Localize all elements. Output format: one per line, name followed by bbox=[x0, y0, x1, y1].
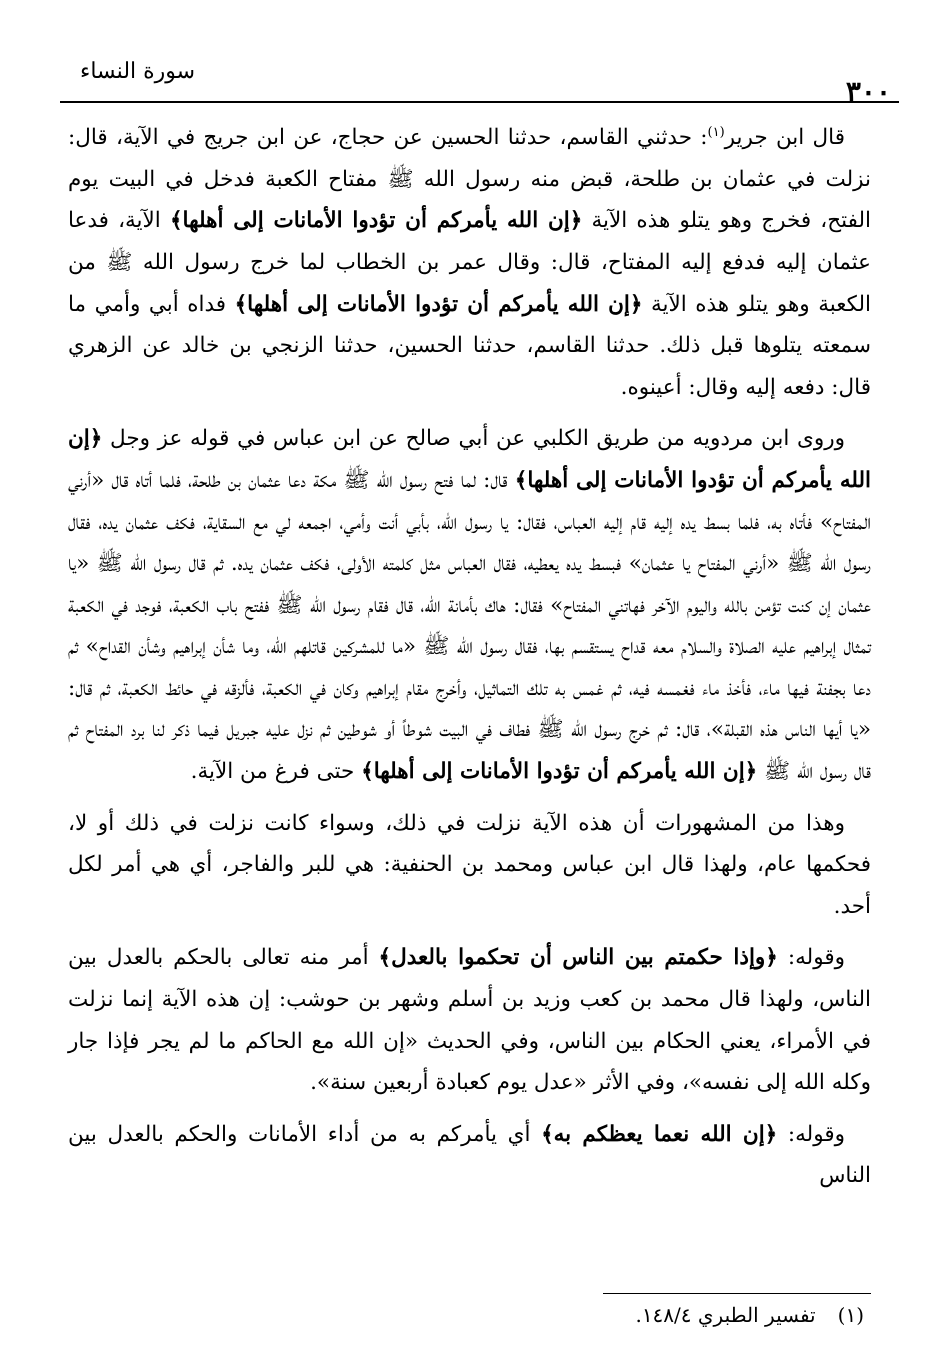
quran-verse: ﴿إن الله يأمركم أن تؤدوا الأمانات إلى أهلها﴾ bbox=[68, 426, 871, 493]
footnote bbox=[635, 1303, 864, 1327]
paragraph bbox=[68, 937, 871, 1103]
text-run: أي يأمركم به من أداء الأمانات والحكم بالعدل بين الناس bbox=[68, 1121, 871, 1189]
text-run: وهذا من المشهورات أن هذه الآية نزلت في ذلك، وسواء كانت نزلت في ذلك أو لا، فحكمها عام، ولهذا قال ابن عباس ومحمد بن الحنفية: هي للبر والفاجر، أي هي أمر لكل أحد. bbox=[68, 810, 871, 919]
text-run: الآية، فدعا عثمان إليه فدفع إليه المفتاح، قال: وقال عمر بن الخطاب لما خرج رسول الله ﷺ من الكعبة وهو يتلو هذه الآية bbox=[68, 208, 871, 317]
page-header bbox=[60, 55, 899, 108]
text-run: : حدثني القاسم، حدثنا الحسين عن حجاج، عن ابن جريج في الآية، قال: نزلت في عثمان بن طلحة، قبض منه رسول الله ﷺ مفتاح الكعبة فدخل في البيت يوم الفتح، فخرج وهو يتلو هذه الآية bbox=[68, 125, 872, 234]
quran-verse: ﴿إن الله يأمركم أن تؤدوا الأمانات إلى أهلها﴾ bbox=[234, 291, 643, 317]
footnote-number: (١) bbox=[837, 1303, 864, 1327]
quran-verse: ﴿إن الله يأمركم أن تؤدوا الأمانات إلى أهلها﴾ bbox=[361, 759, 758, 785]
running-title: سورة النساء bbox=[80, 59, 196, 84]
paragraph bbox=[68, 803, 871, 928]
paragraph bbox=[68, 112, 871, 408]
text-run: وقوله: bbox=[777, 1121, 845, 1147]
paragraph bbox=[68, 418, 871, 792]
text-run: قال: لما فتح رسول الله ﷺ مكة دعا عثمان بن طلحة، فلما أتاه قال «أرني المفتاح» فأتاه به، فلما بسط يده إليه قام إليه العباس، فقال: يا رسول الله، بأبي أنت وأمي، اجمعه لي مع السقاية، فكف عثمان يده، فقال رسول الله ﷺ «أرني المفتاح يا عثمان» فبسط يده يعطيه، فقال العباس مثل كلمته الأولى، فكف عثمان يده. ثم قال رسول الله ﷺ «يا عثمان إن كنت تؤمن بالله واليوم الآخر فهاتني المفتاح» فقال: هاك بأمانة الله، قال فقام رسول الله ﷺ ففتح باب الكعبة، فوجد في الكعبة تمثال إبراهيم عليه الصلاة والسلام معه قداح يستقسم بها، فقال رسول الله ﷺ «ما للمشركين قاتلهم الله، وما شأن إبراهيم وشأن القداح» ثم دعا بجفنة فيها ماء، فأخذ ماء فغمسه فيه، ثم غمس به تلك التماثيل، وأخرج مقام إبراهيم وكان في الكعبة، فألزقه في حائط الكعبة، ثم قال: «يا أيها الناس هذه القبلة»، قال: ثم خرج رسول الله ﷺ فطاف في البيت شوطاً أو شوطين ثم نزل عليه جبريل فيما ذكر لنا برد المفتاح ثم قال رسول الله ﷺ bbox=[68, 467, 871, 785]
footnote-marker: (١) bbox=[707, 125, 725, 140]
quran-verse: ﴿إن الله يأمركم أن تؤدوا الأمانات إلى أهلها﴾ bbox=[169, 208, 583, 234]
text-run: حتى فرغ من الآية. bbox=[190, 759, 362, 785]
quran-verse: ﴿إن الله نعما يعظكم به﴾ bbox=[541, 1121, 778, 1147]
page-number: ٣٠٠ bbox=[845, 75, 891, 108]
text-run: فداه أبي وأمي ما سمعته يتلوها قبل ذلك. حدثنا القاسم، حدثنا الحسين، حدثنا الزنجي بن خالد عن الزهري قال: دفعه إليه وقال: أعينوه. bbox=[68, 291, 871, 400]
text-run: وقوله: bbox=[777, 945, 845, 971]
text-run: وروى ابن مردويه من طريق الكلبي عن أبي صالح عن ابن عباس في قوله عز وجل bbox=[102, 426, 845, 452]
quran-verse: ﴿وإذا حكمتم بين الناس أن تحكموا بالعدل﴾ bbox=[378, 945, 778, 971]
text-run: أمر منه تعالى بالحكم بالعدل بين الناس، ولهذا قال محمد بن كعب وزيد بن أسلم وشهر بن حوشب: إن هذه الآية إنما نزلت في الأمراء، يعني الحكام بين الناس، وفي الحديث «إن الله مع الحاكم ما لم يجر فإذا جار وكله الله إلى نفسه»، وفي الأثر «عدل يوم كعبادة أربعين سنة». bbox=[68, 945, 871, 1096]
paragraph bbox=[68, 1114, 871, 1197]
footnote-divider bbox=[603, 1293, 871, 1294]
header-divider bbox=[60, 101, 899, 103]
main-text bbox=[68, 112, 871, 1207]
footnote-text: تفسير الطبري ١٤٨/٤. bbox=[635, 1303, 816, 1327]
text-run: قال ابن جرير bbox=[724, 125, 845, 151]
